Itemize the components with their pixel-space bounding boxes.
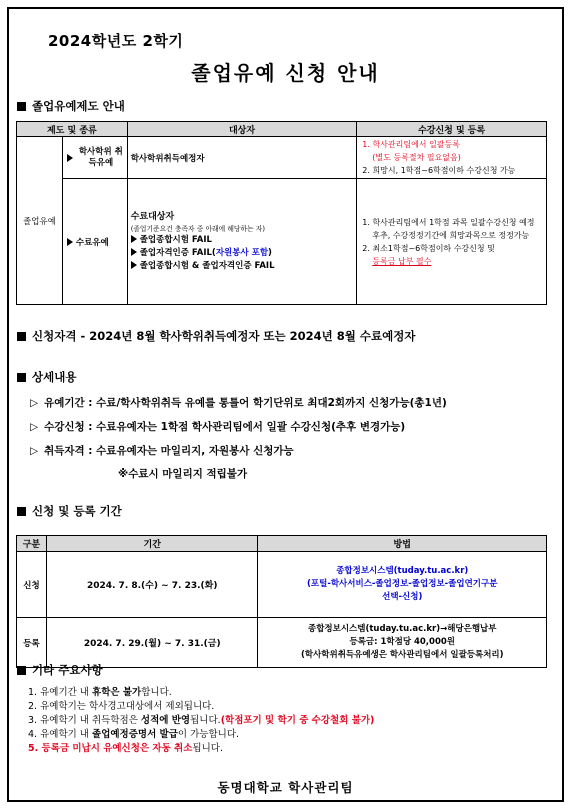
col-header-division: 구분 — [17, 536, 47, 552]
outline-triangle-icon: ▷ — [30, 397, 39, 409]
triangle-bullet-icon — [131, 261, 137, 269]
type-cell: 수료유예 — [62, 179, 127, 305]
detail-item: ▷ 유예기간 : 수료/학사학위취득 유예를 통틀어 학기단위로 최대2회까지 신청가능(총1년) — [30, 397, 447, 409]
apply-method: 종합정보시스템(tuday.tu.ac.kr) (포털-학사서비스-졸업정보-졸업정보-졸업연기구분 선택-신청) — [258, 552, 547, 618]
section-heading-period: 신청 및 등록 기간 — [17, 503, 122, 519]
section-heading-details: 상세내용 — [17, 369, 76, 385]
registration-cell: 1. 학사관리팀에서 1학점 과목 일괄수강신청 예정 후추, 수강정정기간에 희망과목으로 정정가능 2. 최소1학점~6학점이하 수강신청 및 등록금 납부 필수 — [357, 179, 547, 305]
register-label: 등록 — [17, 618, 47, 668]
apply-period: 2024. 7. 8.(수) ~ 7. 23.(화) — [46, 552, 258, 618]
square-bullet-icon — [17, 373, 26, 382]
apply-label: 신청 — [17, 552, 47, 618]
target-cell: 수료대상자 (졸업기준요건 충족자 중 아래에 해당하는 자) 졸업종합시험 FAIL 졸업자격인증 FAIL(자원봉사 포함) 졸업종합시험 & 졸업자격인증 FAIL — [127, 179, 357, 305]
square-bullet-icon — [17, 507, 26, 516]
detail-item: ▷ 취득자격 : 수료유예자는 마일리지, 자원봉사 신청가능 — [30, 445, 294, 457]
section-heading-etc: 기타 주요사항 — [17, 662, 103, 678]
mileage-note: ※수료시 마일리지 적립불가 — [118, 468, 248, 480]
col-header-period: 기간 — [46, 536, 258, 552]
section-heading-eligibility: 신청자격 - 2024년 8월 학사학위취득예정자 또는 2024년 8월 수료예정자 — [17, 328, 415, 344]
etc-item-2: 2. 유예학기는 학사경고대상에서 제외됩니다. — [28, 701, 215, 712]
col-header-registration: 수강신청 및 등록 — [357, 122, 547, 137]
col-header-type: 제도 및 종류 — [17, 122, 128, 137]
page-subtitle: 2024학년도 2학기 — [48, 32, 184, 50]
square-bullet-icon — [17, 666, 26, 675]
outline-triangle-icon: ▷ — [30, 421, 39, 433]
triangle-bullet-icon — [131, 248, 137, 256]
section-heading-system: 졸업유예제도 안내 — [17, 98, 125, 114]
footer-org: 동명대학교 학사관리팀 — [217, 780, 354, 795]
triangle-bullet-icon — [131, 235, 137, 243]
register-period: 2024. 7. 29.(월) ~ 7. 31.(금) — [46, 618, 258, 668]
col-header-target: 대상자 — [127, 122, 357, 137]
category-cell: 졸업유예 — [17, 137, 63, 305]
detail-item: ▷ 수강신청 : 수료유예자는 1학점 학사관리팀에서 일괄 수강신청(추후 변경가능) — [30, 421, 406, 433]
etc-item-3: 3. 유예학기 내 취득학점은 성적에 반영됩니다.(학점포기 및 학기 중 수강철회 불가) — [28, 715, 375, 726]
triangle-bullet-icon — [67, 154, 73, 162]
target-cell: 학사학위취득예정자 — [127, 137, 357, 179]
square-bullet-icon — [17, 332, 26, 341]
col-header-method: 방법 — [258, 536, 547, 552]
outline-triangle-icon: ▷ — [30, 445, 39, 457]
page-title: 졸업유예 신청 안내 — [191, 61, 380, 85]
registration-cell: 1. 학사관리팀에서 일괄등록 (별도 등록절차 필요없음) 2. 희망시, 1학점~6학점이하 수강신청 가능 — [357, 137, 547, 179]
etc-item-5: 5. 등록금 미납시 유예신청은 자동 취소됩니다. — [28, 743, 223, 754]
etc-item-1: 1. 유예기간 내 휴학은 불가합니다. — [28, 687, 172, 698]
triangle-bullet-icon — [67, 238, 73, 246]
period-table — [16, 535, 547, 668]
square-bullet-icon — [17, 102, 26, 111]
type-cell: 학사학위 취득유예 — [62, 137, 127, 179]
register-method: 종합정보시스템(tuday.tu.ac.kr)→해당은행납부 등록금: 1학점당 40,000원 (학사학위취득유예생은 학사관리팀에서 일괄등록처리) — [258, 618, 547, 668]
etc-item-4: 4. 유예학기 내 졸업예정증명서 발급이 가능합니다. — [28, 729, 240, 740]
system-table — [16, 121, 547, 305]
